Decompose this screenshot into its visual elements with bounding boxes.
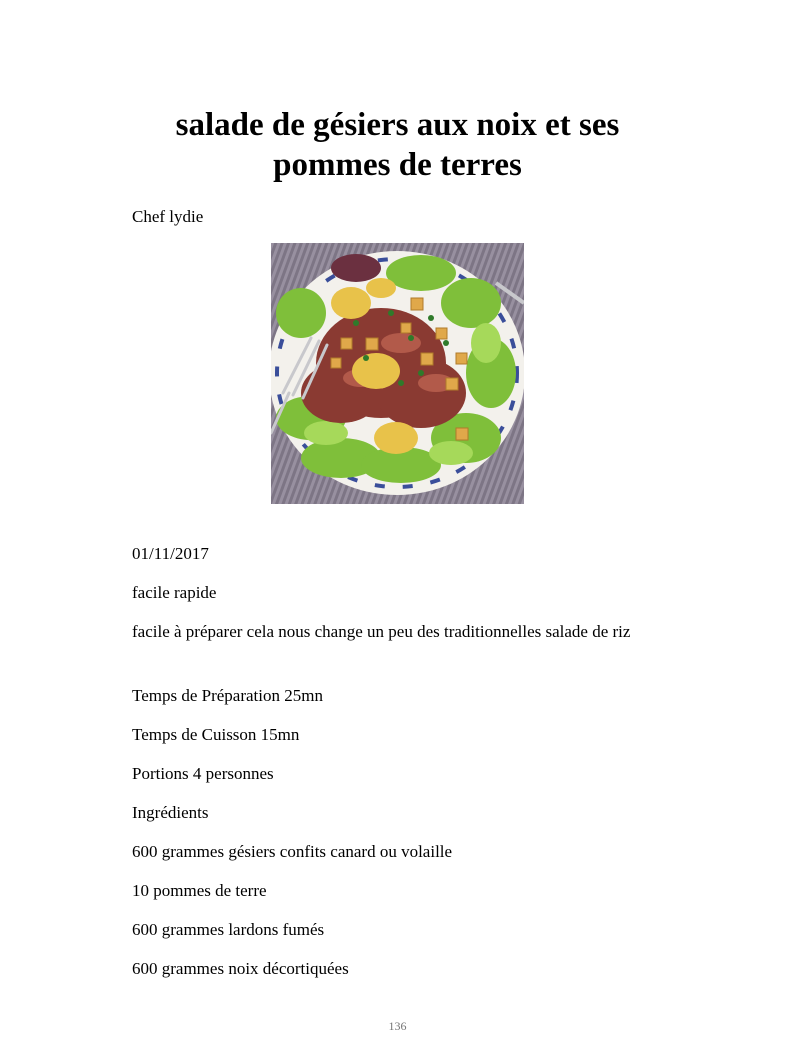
- ingredient-item: 600 grammes gésiers confits canard ou volaille: [132, 842, 453, 861]
- prep-time: Temps de Préparation 25mn: [132, 686, 323, 705]
- recipe-date: 01/11/2017: [132, 544, 209, 563]
- cook-time: Temps de Cuisson 15mn: [132, 725, 300, 744]
- recipe-author: Chef lydie: [132, 207, 204, 226]
- ingredient-item: 600 grammes lardons fumés: [132, 920, 325, 939]
- recipe-title: [100, 105, 695, 185]
- ingredients-heading: Ingrédients: [132, 803, 209, 822]
- ingredient-item: 600 grammes noix décortiquées: [132, 959, 349, 978]
- recipe-difficulty: facile rapide: [132, 583, 217, 602]
- title-line-1: salade de gésiers aux noix et ses: [175, 107, 620, 143]
- recipe-description: facile à préparer cela nous change un peu des traditionnelles salade de riz: [132, 622, 631, 641]
- page-number: 136: [388, 1019, 407, 1033]
- ingredient-item: 10 pommes de terre: [132, 881, 267, 900]
- salad-plate-photo: [271, 243, 524, 504]
- portions: Portions 4 personnes: [132, 764, 274, 783]
- title-line-2: pommes de terres: [273, 147, 522, 183]
